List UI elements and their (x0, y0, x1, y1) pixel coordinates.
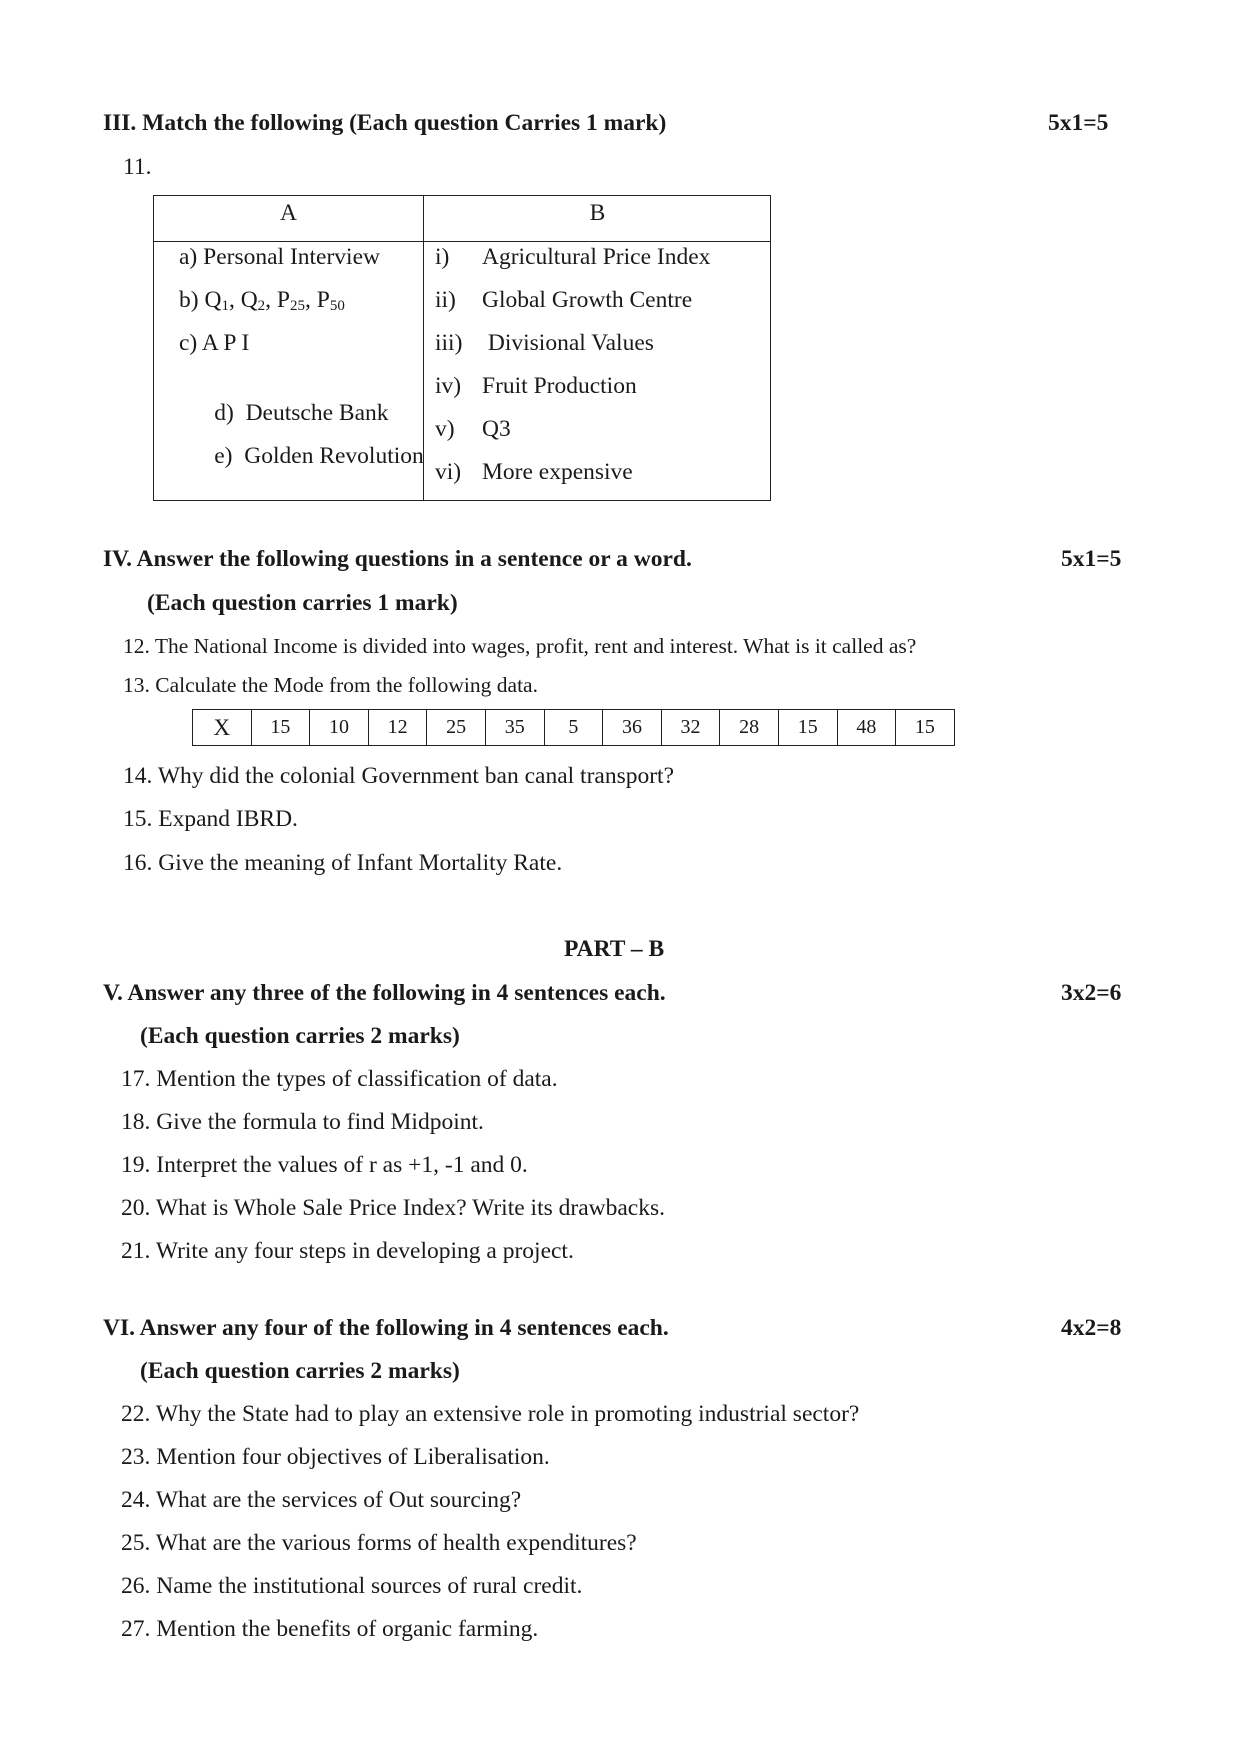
mode-value-cell: 36 (603, 710, 662, 746)
section-6-marks: 4x2=8 (1061, 1315, 1122, 1341)
question-22: 22. Why the State had to play an extensive role in promoting industrial sector? (121, 1401, 860, 1427)
question-27: 27. Mention the benefits of organic farming. (121, 1616, 539, 1642)
match-a-prefix: b) (179, 287, 205, 313)
question-12: 12. The National Income is divided into wages, profit, rent and interest. What is it called as? (123, 634, 917, 658)
mode-value-cell: 35 (485, 710, 544, 746)
question-21: 21. Write any four steps in developing a project. (121, 1238, 574, 1264)
section-4-subtitle: (Each question carries 1 mark) (147, 590, 458, 616)
question-16: 16. Give the meaning of Infant Mortality Rate. (123, 850, 563, 876)
match-a-prefix: d) (214, 400, 240, 426)
mode-value-cell: 12 (368, 710, 427, 746)
mode-x-label: X (193, 710, 252, 746)
question-26: 26. Name the institutional sources of rural credit. (121, 1573, 583, 1599)
section-5-title: V. Answer any three of the following in 4 sentences each. (103, 980, 666, 1006)
match-b-text: More expensive (482, 459, 633, 485)
question-18: 18. Give the formula to find Midpoint. (121, 1109, 484, 1135)
match-b-number: v) (435, 416, 455, 442)
section-6-subtitle: (Each question carries 2 marks) (140, 1358, 460, 1384)
match-a-prefix: e) (214, 443, 239, 469)
match-b-text: Q3 (482, 416, 511, 442)
match-col-b-header: B (589, 200, 606, 226)
match-b-number: ii) (435, 287, 456, 313)
match-b-number: iv) (435, 373, 462, 399)
section-4-marks: 5x1=5 (1061, 546, 1122, 572)
question-17: 17. Mention the types of classification of data. (121, 1066, 558, 1092)
match-a-subscript: 25 (290, 298, 305, 314)
match-b-text: Agricultural Price Index (482, 244, 711, 270)
match-b-number: vi) (435, 459, 462, 485)
match-table-header-line (154, 241, 770, 242)
match-a-text: Deutsche Bank (239, 400, 389, 426)
match-a-subscript: 1 (221, 298, 229, 314)
match-table (153, 195, 771, 501)
mode-value-cell: 15 (251, 710, 310, 746)
mode-value-cell: 48 (837, 710, 896, 746)
section-5-marks: 3x2=6 (1061, 980, 1122, 1006)
section-5-subtitle: (Each question carries 2 marks) (140, 1023, 460, 1049)
section-6-title: VI. Answer any four of the following in 4 sentences each. (103, 1315, 669, 1341)
mode-value-cell: 15 (778, 710, 837, 746)
part-b-title: PART – B (564, 936, 665, 962)
mode-value-cell: 32 (661, 710, 720, 746)
question-23: 23. Mention four objectives of Liberalisation. (121, 1444, 550, 1470)
question-15: 15. Expand IBRD. (123, 806, 298, 832)
question-19: 19. Interpret the values of r as +1, -1 and 0. (121, 1152, 528, 1178)
match-a-text-part: , Q (228, 287, 258, 313)
mode-value-cell: 25 (427, 710, 486, 746)
match-b-text: Fruit Production (482, 373, 637, 399)
mode-value-cell: 15 (896, 710, 955, 746)
match-a-text: A P I (201, 330, 250, 356)
match-a-prefix: a) (179, 244, 204, 270)
question-24: 24. What are the services of Out sourcing? (121, 1487, 522, 1513)
mode-value-cell: 28 (720, 710, 779, 746)
question-14: 14. Why did the colonial Government ban canal transport? (123, 763, 674, 789)
match-a-text: Golden Revolution (238, 443, 424, 469)
match-a-subscript: 2 (257, 298, 266, 314)
match-b-number: iii) (435, 330, 463, 356)
match-a-text-part: Q (204, 287, 222, 313)
question-20: 20. What is Whole Sale Price Index? Write its drawbacks. (121, 1195, 665, 1221)
section-3-marks: 5x1=5 (1048, 110, 1109, 136)
match-a-item (179, 416, 424, 497)
match-a-prefix: c) (179, 330, 202, 356)
match-b-text: Global Growth Centre (482, 287, 693, 313)
section-4-title: IV. Answer the following questions in a sentence or a word. (103, 546, 692, 572)
match-a-subscript: 50 (329, 298, 345, 314)
match-a-text-part: , P (305, 287, 330, 313)
mode-value-cell: 10 (310, 710, 369, 746)
match-a-item (179, 330, 249, 357)
match-b-number: i) (435, 244, 450, 270)
mode-value-cell: 5 (544, 710, 603, 746)
match-a-text-part: , P (265, 287, 290, 313)
section-3-title: III. Match the following (Each question Carries 1 mark) (103, 110, 667, 136)
match-b-text: Divisional Values (482, 330, 654, 356)
match-a-text: Personal Interview (203, 244, 380, 270)
question-11-label: 11. (123, 154, 152, 180)
mode-data-table (192, 709, 955, 746)
match-a-item (179, 244, 380, 271)
question-25: 25. What are the various forms of health expenditures? (121, 1530, 637, 1556)
match-a-item (179, 287, 345, 314)
table-row (193, 710, 955, 746)
question-13: 13. Calculate the Mode from the following data. (123, 673, 538, 697)
match-col-a-header: A (280, 200, 297, 226)
